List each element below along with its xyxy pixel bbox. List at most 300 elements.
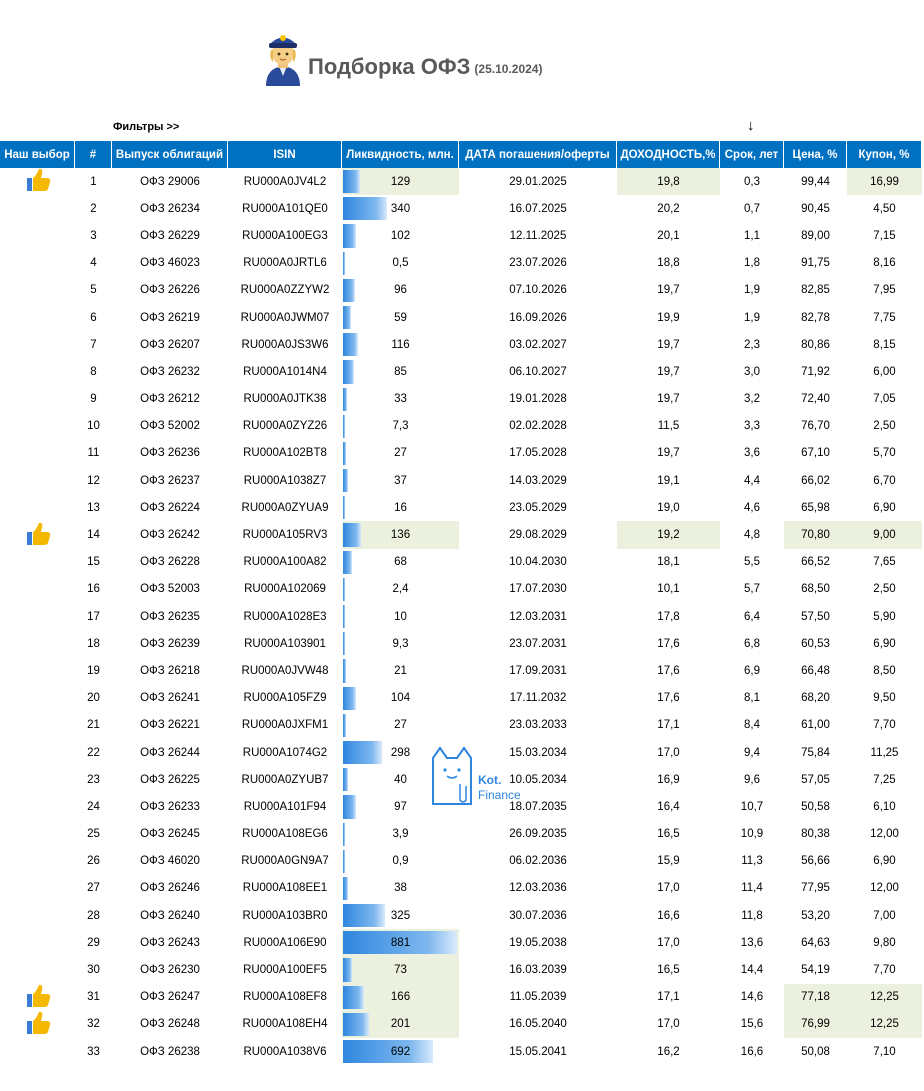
- table-row: [0, 222, 922, 249]
- date-cell: 17.07.2030: [509, 583, 567, 596]
- yield-cell: 16,4: [657, 800, 680, 813]
- liquidity-cell: [342, 494, 459, 521]
- liquidity-value: 96: [394, 284, 407, 297]
- isin-cell: RU000A102BT8: [243, 447, 327, 460]
- liquidity-cell: [342, 929, 459, 956]
- coupon-cell: 7,70: [873, 964, 896, 977]
- table-row: [0, 848, 922, 875]
- name-cell: ОФЗ 26221: [140, 719, 200, 732]
- liquidity-cell: [342, 875, 459, 902]
- price-cell: 66,48: [801, 664, 830, 677]
- isin-cell: RU000A0JV4L2: [243, 175, 327, 188]
- liquidity-value: 38: [394, 882, 407, 895]
- coupon-cell: 6,90: [873, 855, 896, 868]
- price-cell: 53,20: [801, 909, 830, 922]
- table-row: [0, 929, 922, 956]
- isin-cell: RU000A108EH4: [242, 1018, 328, 1031]
- liquidity-bar: [343, 741, 382, 764]
- num-cell: 17: [87, 610, 100, 623]
- yield-cell: 19,7: [657, 447, 680, 460]
- pick-cell: [0, 521, 75, 548]
- table-row: [0, 875, 922, 902]
- liquidity-value: 692: [390, 1045, 411, 1058]
- yield-cell: 15,9: [657, 855, 680, 868]
- sort-down-arrow-icon[interactable]: ↓: [747, 117, 755, 134]
- num-cell: 25: [87, 828, 100, 841]
- num-cell: 21: [87, 719, 100, 732]
- coupon-cell: 7,95: [873, 284, 896, 297]
- coupon-cell: 6,70: [873, 474, 896, 487]
- num-cell: 30: [87, 964, 100, 977]
- yield-cell: 17,8: [657, 610, 680, 623]
- price-cell: 72,40: [801, 393, 830, 406]
- liquidity-cell: [342, 277, 459, 304]
- pick-cell: [0, 1011, 75, 1038]
- term-cell: 5,7: [744, 583, 760, 596]
- pick-cell: [0, 875, 75, 902]
- date-cell: 12.03.2031: [509, 610, 567, 623]
- table-row: [0, 712, 922, 739]
- pick-cell: [0, 766, 75, 793]
- name-cell: ОФЗ 26224: [140, 501, 200, 514]
- num-cell: 18: [87, 637, 100, 650]
- coupon-cell: 9,50: [873, 692, 896, 705]
- date-cell: 18.07.2035: [509, 800, 567, 813]
- num-cell: 29: [87, 936, 100, 949]
- num-cell: 15: [87, 556, 100, 569]
- pick-cell: [0, 304, 75, 331]
- coupon-cell: 6,00: [873, 365, 896, 378]
- num-cell: 9: [90, 393, 97, 406]
- name-cell: ОФЗ 26248: [140, 1018, 200, 1031]
- liquidity-bar: [343, 578, 345, 601]
- yield-cell: 17,0: [657, 882, 680, 895]
- date-cell: 29.01.2025: [509, 175, 567, 188]
- price-cell: 64,63: [801, 936, 830, 949]
- column-header[interactable]: Выпуск облигаций: [112, 141, 228, 168]
- table-row: [0, 630, 922, 657]
- liquidity-bar: [343, 252, 345, 275]
- page-title: Подборка ОФЗ: [308, 54, 471, 79]
- column-header[interactable]: Наш выбор: [0, 141, 75, 168]
- yield-cell: 16,2: [657, 1045, 680, 1058]
- liquidity-cell: [342, 222, 459, 249]
- liquidity-value: 85: [394, 365, 407, 378]
- price-cell: 65,98: [801, 501, 830, 514]
- coupon-cell: 12,00: [870, 828, 899, 841]
- liquidity-value: 9,3: [392, 637, 409, 650]
- pick-cell: [0, 168, 75, 195]
- liquidity-bar: [343, 768, 348, 791]
- isin-cell: RU000A105FZ9: [243, 692, 327, 705]
- num-cell: 27: [87, 882, 100, 895]
- name-cell: ОФЗ 26226: [140, 284, 200, 297]
- coupon-cell: 2,50: [873, 420, 896, 433]
- coupon-cell: 4,50: [873, 202, 896, 215]
- isin-cell: RU000A108EG6: [242, 828, 328, 841]
- column-header[interactable]: ДОХОДНОСТЬ,%: [617, 141, 720, 168]
- isin-cell: RU000A1074G2: [242, 746, 328, 759]
- pick-cell: [0, 277, 75, 304]
- name-cell: ОФЗ 26237: [140, 474, 200, 487]
- num-cell: 23: [87, 773, 100, 786]
- name-cell: ОФЗ 26229: [140, 229, 200, 242]
- table-row: [0, 576, 922, 603]
- date-cell: 06.02.2036: [509, 855, 567, 868]
- yield-cell: 19,1: [657, 474, 680, 487]
- date-cell: 12.03.2036: [509, 882, 567, 895]
- page-date: (25.10.2024): [474, 62, 543, 76]
- table-row: [0, 195, 922, 222]
- isin-cell: RU000A0JWM07: [240, 311, 330, 324]
- yield-cell: 19,7: [657, 393, 680, 406]
- term-cell: 6,9: [744, 664, 760, 677]
- price-cell: 76,99: [784, 1011, 847, 1038]
- table-row: [0, 413, 922, 440]
- table-row: [0, 956, 922, 983]
- table-row: [0, 603, 922, 630]
- liquidity-value: 104: [390, 692, 411, 705]
- date-cell: 10.05.2034: [509, 773, 567, 786]
- liquidity-bar: [343, 415, 345, 438]
- name-cell: ОФЗ 46023: [140, 257, 200, 270]
- date-cell: 19.01.2028: [509, 393, 567, 406]
- term-cell: 1,1: [744, 229, 760, 242]
- name-cell: ОФЗ 26212: [140, 393, 200, 406]
- price-cell: 75,84: [801, 746, 830, 759]
- isin-cell: RU000A0ZYUB7: [241, 773, 329, 786]
- column-header[interactable]: #: [75, 141, 112, 168]
- isin-cell: RU000A0ZZYW2: [240, 284, 330, 297]
- isin-cell: RU000A100EG3: [242, 229, 328, 242]
- isin-cell: RU000A0JRTL6: [243, 257, 327, 270]
- liquidity-cell: [342, 630, 459, 657]
- pick-cell: [0, 494, 75, 521]
- pick-cell: [0, 358, 75, 385]
- term-cell: 6,4: [744, 610, 760, 623]
- isin-cell: RU000A0ZYZ26: [242, 420, 328, 433]
- yield-cell: 17,0: [657, 1018, 680, 1031]
- coupon-cell: 8,15: [873, 338, 896, 351]
- liquidity-cell: [342, 576, 459, 603]
- name-cell: ОФЗ 26234: [140, 202, 200, 215]
- kot-finance-watermark: [430, 746, 540, 806]
- table-row: [0, 304, 922, 331]
- date-cell: 17.09.2031: [509, 664, 567, 677]
- bonds-table: [0, 141, 922, 1065]
- num-cell: 26: [87, 855, 100, 868]
- term-cell: 8,4: [744, 719, 760, 732]
- price-cell: 91,75: [801, 257, 830, 270]
- price-cell: 50,08: [801, 1045, 830, 1058]
- liquidity-bar: [343, 469, 348, 492]
- liquidity-value: 116: [391, 338, 410, 351]
- liquidity-bar: [343, 197, 387, 220]
- table-row: [0, 277, 922, 304]
- liquidity-cell: [342, 467, 459, 494]
- num-cell: 20: [87, 692, 100, 705]
- term-cell: 3,3: [744, 420, 760, 433]
- yield-cell: 11,5: [657, 420, 680, 433]
- name-cell: ОФЗ 26232: [140, 365, 200, 378]
- liquidity-value: 73: [394, 964, 407, 977]
- liquidity-cell: [342, 1038, 459, 1065]
- watermark-line1: Kot.: [478, 773, 502, 787]
- pick-cell: [0, 821, 75, 848]
- price-cell: 71,92: [801, 365, 830, 378]
- num-cell: 33: [87, 1045, 100, 1058]
- yield-cell: 20,1: [657, 229, 680, 242]
- isin-cell: RU000A100A82: [243, 556, 327, 569]
- name-cell: ОФЗ 26225: [140, 773, 200, 786]
- liquidity-cell: [342, 821, 459, 848]
- term-cell: 9,6: [744, 773, 760, 786]
- liquidity-bar: [343, 1040, 433, 1063]
- yield-cell: 17,1: [657, 719, 680, 732]
- num-cell: 3: [90, 229, 97, 242]
- liquidity-bar: [343, 360, 354, 383]
- yield-cell: 19,0: [657, 501, 680, 514]
- liquidity-bar: [343, 333, 358, 356]
- coupon-cell: 7,65: [873, 556, 896, 569]
- liquidity-value: 7,3: [392, 420, 409, 433]
- liquidity-cell: [342, 956, 459, 983]
- table-row: [0, 657, 922, 684]
- page-header: [262, 26, 542, 86]
- liquidity-cell: [342, 413, 459, 440]
- liquidity-bar: [343, 687, 356, 710]
- liquidity-value: 2,4: [392, 583, 409, 596]
- price-cell: 68,20: [801, 692, 830, 705]
- name-cell: ОФЗ 26238: [140, 1045, 200, 1058]
- num-cell: 10: [87, 420, 100, 433]
- coupon-cell: 6,10: [873, 800, 896, 813]
- name-cell: ОФЗ 26207: [140, 338, 200, 351]
- isin-cell: RU000A0ZYUA9: [241, 501, 329, 514]
- liquidity-cell: [342, 848, 459, 875]
- liquidity-cell: [342, 984, 459, 1011]
- pick-cell: [0, 440, 75, 467]
- isin-cell: RU000A108EE1: [242, 882, 328, 895]
- price-cell: 70,80: [784, 521, 847, 548]
- coupon-cell: 7,10: [873, 1045, 896, 1058]
- isin-cell: RU000A0JS3W6: [241, 338, 329, 351]
- term-cell: 11,4: [741, 882, 763, 895]
- pick-cell: [0, 630, 75, 657]
- liquidity-value: 59: [394, 311, 407, 324]
- term-cell: 13,6: [740, 936, 764, 949]
- pick-cell: [0, 929, 75, 956]
- liquidity-cell: [342, 657, 459, 684]
- term-cell: 1,9: [744, 311, 760, 324]
- liquidity-bar: [343, 306, 351, 329]
- liquidity-value: 33: [394, 393, 407, 406]
- price-cell: 50,58: [801, 800, 830, 813]
- pick-cell: [0, 549, 75, 576]
- date-cell: 11.05.2039: [509, 991, 567, 1004]
- column-header[interactable]: Купон, %: [847, 141, 922, 168]
- date-cell: 10.04.2030: [509, 556, 567, 569]
- name-cell: ОФЗ 26218: [140, 664, 200, 677]
- term-cell: 4,8: [744, 529, 760, 542]
- pick-cell: [0, 848, 75, 875]
- num-cell: 8: [90, 365, 97, 378]
- liquidity-bar: [343, 605, 345, 628]
- pick-cell: [0, 685, 75, 712]
- liquidity-value: 0,9: [392, 855, 409, 868]
- coupon-cell: 6,90: [873, 501, 896, 514]
- num-cell: 4: [90, 257, 97, 270]
- date-cell: 07.10.2026: [509, 284, 567, 297]
- num-cell: 5: [90, 284, 97, 297]
- liquidity-value: 21: [394, 664, 407, 677]
- coupon-cell: 5,90: [873, 610, 896, 623]
- yield-cell: 10,1: [657, 583, 680, 596]
- liquidity-cell: [342, 358, 459, 385]
- liquidity-bar: [343, 224, 356, 247]
- date-cell: 23.03.2033: [509, 719, 567, 732]
- column-header[interactable]: Цена, %: [784, 141, 847, 168]
- yield-cell: 19,2: [617, 521, 720, 548]
- term-cell: 0,3: [744, 175, 760, 188]
- thumbs-up-icon: [25, 522, 51, 549]
- num-cell: 12: [87, 474, 100, 487]
- pick-cell: [0, 576, 75, 603]
- table-row: [0, 168, 922, 195]
- liquidity-value: 136: [390, 529, 411, 542]
- liquidity-bar: [343, 170, 360, 193]
- price-cell: 54,19: [801, 964, 830, 977]
- liquidity-value: 27: [394, 719, 407, 732]
- num-cell: 28: [87, 909, 100, 922]
- name-cell: ОФЗ 26242: [140, 529, 200, 542]
- liquidity-bar: [343, 632, 345, 655]
- column-header[interactable]: ISIN: [228, 141, 342, 168]
- liquidity-cell: [342, 1011, 459, 1038]
- num-cell: 1: [90, 175, 97, 188]
- date-cell: 03.02.2027: [509, 338, 567, 351]
- isin-cell: RU000A106E90: [243, 936, 327, 949]
- term-cell: 8,1: [744, 692, 760, 705]
- price-cell: 66,02: [801, 474, 830, 487]
- yield-cell: 19,9: [657, 311, 680, 324]
- liquidity-value: 16: [394, 501, 407, 514]
- price-cell: 80,86: [801, 338, 830, 351]
- num-cell: 31: [87, 991, 100, 1004]
- liquidity-cell: [342, 331, 459, 358]
- coupon-cell: 6,90: [873, 637, 896, 650]
- liquidity-value: 3,9: [392, 828, 409, 841]
- price-cell: 61,00: [801, 719, 830, 732]
- pick-cell: [0, 657, 75, 684]
- isin-cell: RU000A1014N4: [243, 365, 327, 378]
- name-cell: ОФЗ 26240: [140, 909, 200, 922]
- pick-cell: [0, 956, 75, 983]
- date-cell: 16.05.2040: [509, 1018, 567, 1031]
- coupon-cell: 8,50: [873, 664, 896, 677]
- term-cell: 3,2: [744, 393, 760, 406]
- coupon-cell: 5,70: [873, 447, 896, 460]
- liquidity-bar: [343, 442, 346, 465]
- yield-cell: 17,1: [657, 991, 680, 1004]
- num-cell: 22: [87, 746, 100, 759]
- price-cell: 57,50: [801, 610, 830, 623]
- yield-cell: 16,9: [657, 773, 680, 786]
- term-cell: 6,8: [744, 637, 760, 650]
- filters-link[interactable]: Фильтры >>: [113, 121, 180, 133]
- liquidity-cell: [342, 902, 459, 929]
- pick-cell: [0, 467, 75, 494]
- price-cell: 82,85: [801, 284, 830, 297]
- liquidity-value: 0,5: [392, 257, 409, 270]
- price-cell: 56,66: [801, 855, 830, 868]
- date-cell: 23.05.2029: [509, 501, 567, 514]
- coupon-cell: 11,25: [870, 746, 899, 759]
- liquidity-bar: [343, 659, 346, 682]
- price-cell: 77,95: [801, 882, 830, 895]
- liquidity-cell: [342, 440, 459, 467]
- pick-cell: [0, 413, 75, 440]
- isin-cell: RU000A105RV3: [242, 529, 328, 542]
- term-cell: 0,7: [744, 202, 760, 215]
- table-row: [0, 467, 922, 494]
- isin-cell: RU000A1028E3: [243, 610, 327, 623]
- thumbs-up-icon: [25, 1011, 51, 1038]
- pick-cell: [0, 386, 75, 413]
- yield-cell: 19,7: [657, 365, 680, 378]
- price-cell: 80,38: [801, 828, 830, 841]
- num-cell: 6: [90, 311, 97, 324]
- liquidity-cell: [342, 386, 459, 413]
- table-row: [0, 549, 922, 576]
- term-cell: 14,6: [740, 991, 764, 1004]
- coupon-cell: 9,00: [847, 521, 922, 548]
- police-officer-icon: [262, 28, 304, 86]
- isin-cell: RU000A103901: [244, 637, 326, 650]
- date-cell: 15.03.2034: [509, 746, 567, 759]
- yield-cell: 19,8: [617, 168, 720, 195]
- date-cell: 12.11.2025: [509, 229, 567, 242]
- term-cell: 1,9: [744, 284, 760, 297]
- num-cell: 13: [87, 501, 100, 514]
- liquidity-cell: [342, 521, 459, 548]
- date-cell: 19.05.2038: [509, 936, 567, 949]
- coupon-cell: 7,15: [873, 229, 896, 242]
- yield-cell: 17,6: [657, 692, 680, 705]
- isin-cell: RU000A0JXFM1: [241, 719, 329, 732]
- column-header[interactable]: Ликвидность, млн.: [342, 141, 459, 168]
- name-cell: ОФЗ 26246: [140, 882, 200, 895]
- term-cell: 15,6: [740, 1018, 764, 1031]
- table-header-row: [0, 141, 922, 168]
- coupon-cell: 8,16: [873, 257, 896, 270]
- isin-cell: RU000A0GN9A7: [241, 855, 329, 868]
- column-header[interactable]: Срок, лет: [720, 141, 784, 168]
- liquidity-value: 40: [394, 773, 407, 786]
- num-cell: 2: [90, 202, 97, 215]
- yield-cell: 18,8: [657, 257, 680, 270]
- date-cell: 16.09.2026: [509, 311, 567, 324]
- column-header[interactable]: ДАТА погашения/оферты: [459, 141, 617, 168]
- liquidity-bar: [343, 523, 361, 546]
- liquidity-value: 201: [390, 1018, 411, 1031]
- name-cell: ОФЗ 26233: [140, 800, 200, 813]
- date-cell: 17.11.2032: [509, 692, 567, 705]
- term-cell: 16,6: [740, 1045, 764, 1058]
- name-cell: ОФЗ 29006: [140, 175, 200, 188]
- liquidity-cell: [342, 685, 459, 712]
- liquidity-bar: [343, 714, 346, 737]
